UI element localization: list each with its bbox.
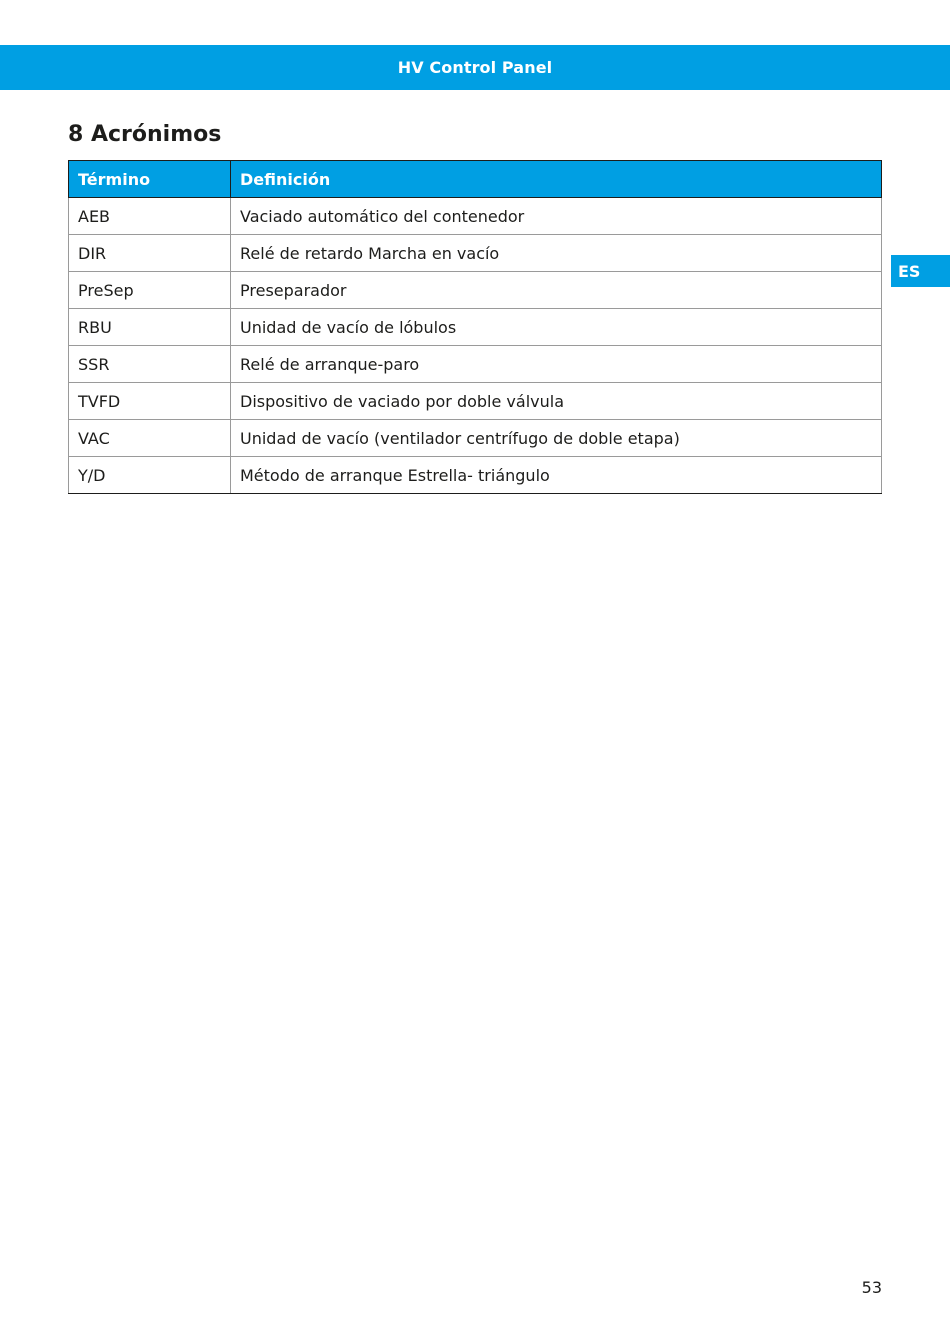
header-title: HV Control Panel [397,58,553,77]
section-title: 8 Acrónimos [68,122,222,147]
term-cell: AEB [69,198,231,235]
term-cell: SSR [69,346,231,383]
column-header-definition: Definición [231,161,882,198]
table-row [69,457,882,494]
page-number: 53 [861,1278,882,1297]
definition-cell: Relé de retardo Marcha en vacío [231,235,882,272]
table-row [69,309,882,346]
table-row [69,235,882,272]
term-cell: PreSep [69,272,231,309]
definition-cell: Unidad de vacío de lóbulos [231,309,882,346]
definition-cell: Dispositivo de vaciado por doble válvula [231,383,882,420]
column-header-term: Término [69,161,231,198]
term-cell: VAC [69,420,231,457]
definition-cell: Preseparador [231,272,882,309]
acronyms-table [68,160,882,494]
definition-cell: Unidad de vacío (ventilador centrífugo de doble etapa) [231,420,882,457]
term-cell: Y/D [69,457,231,494]
term-cell: TVFD [69,383,231,420]
term-cell: DIR [69,235,231,272]
definition-cell: Relé de arranque-paro [231,346,882,383]
table-row [69,198,882,235]
table-row [69,383,882,420]
language-tab [891,255,950,287]
language-tab-label: ES [898,261,921,281]
table-header-row [69,161,882,198]
definition-cell: Vaciado automático del contenedor [231,198,882,235]
definition-cell: Método de arranque Estrella- triángulo [231,457,882,494]
table-row [69,346,882,383]
table-row [69,272,882,309]
header-bar [0,45,950,90]
table-row [69,420,882,457]
term-cell: RBU [69,309,231,346]
